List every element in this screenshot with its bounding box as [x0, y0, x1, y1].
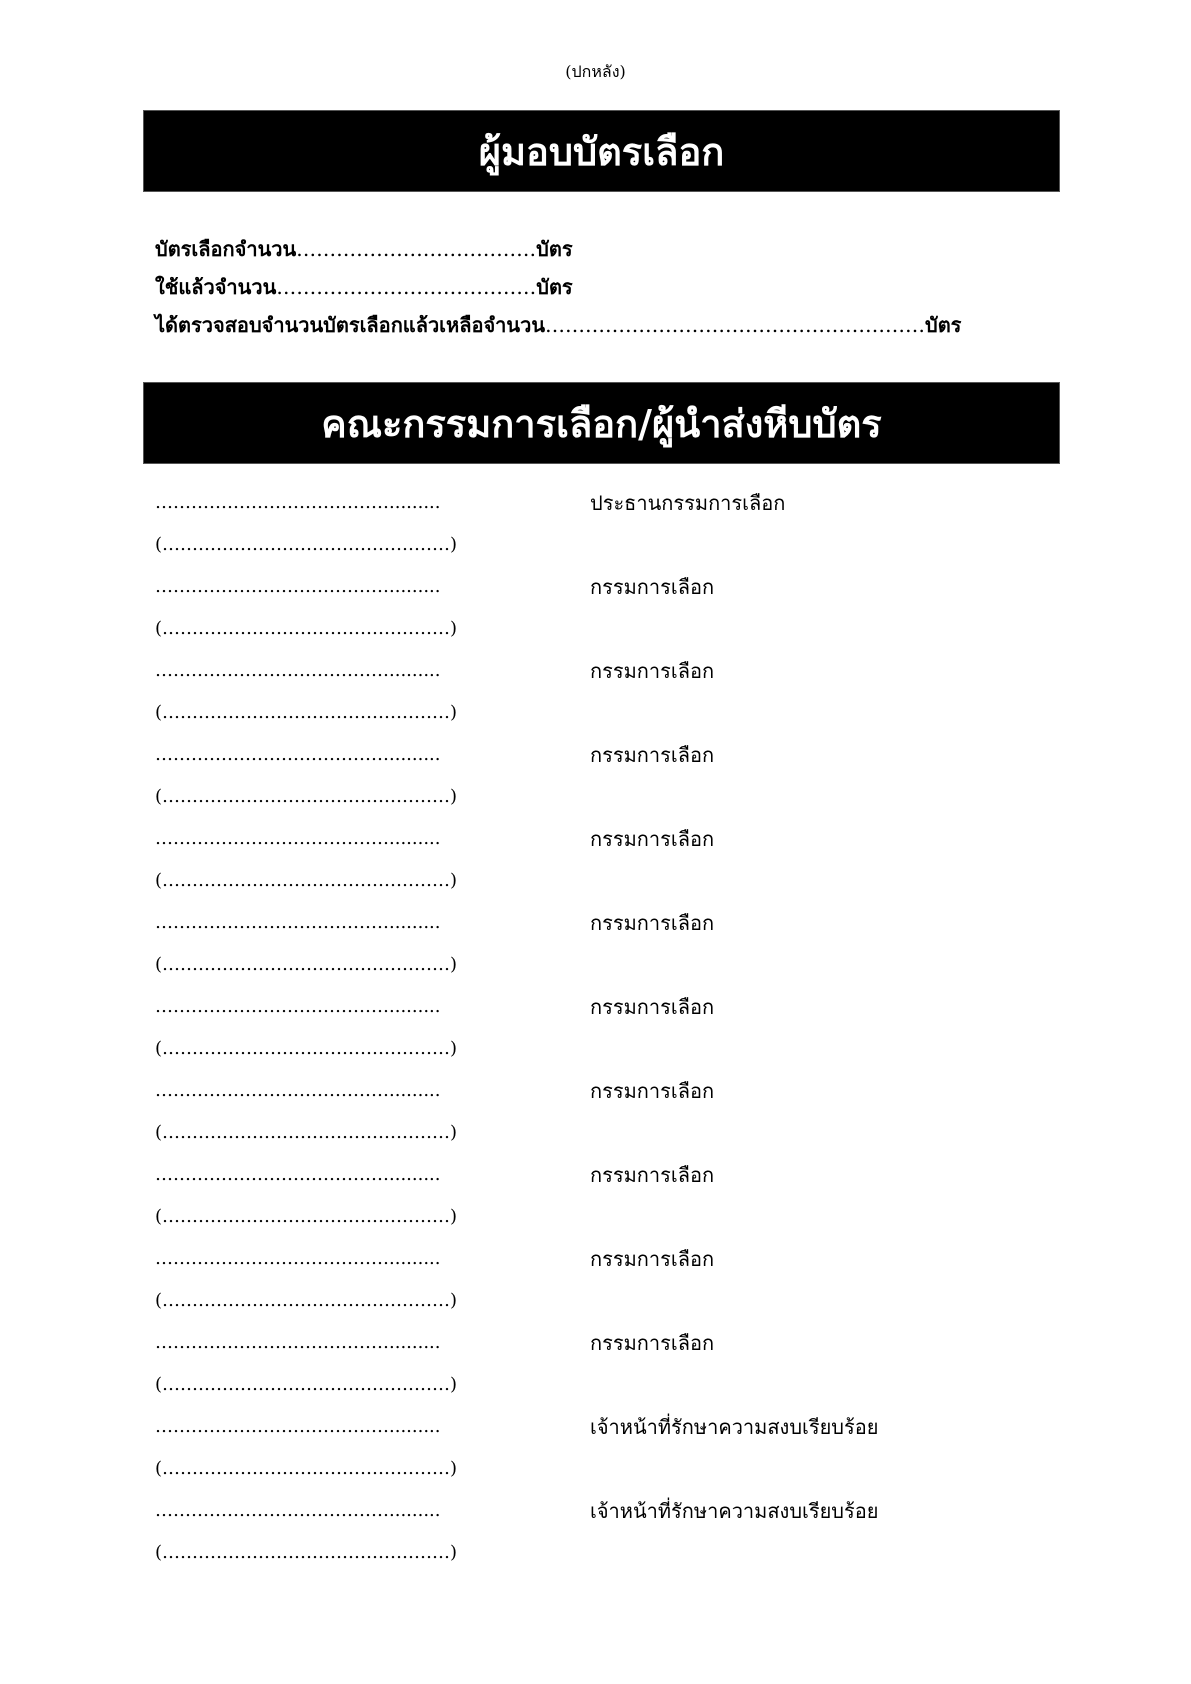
section-2-title: คณะกรรมการเลือก/ผู้นำส่งหีบบัตร [143, 382, 1060, 464]
signature-line[interactable]: …………………………………......... [155, 492, 441, 513]
signature-line[interactable]: …………………………………......... [155, 996, 441, 1017]
name-line[interactable]: (…………………………………………) [155, 786, 458, 807]
member-role: กรรมการเลือก [590, 1079, 715, 1103]
committee-member [155, 737, 1055, 821]
committee-member [155, 989, 1055, 1073]
member-role: เจ้าหน้าที่รักษาความสงบเรียบร้อย [590, 1499, 879, 1523]
committee-member [155, 1157, 1055, 1241]
member-role: กรรมการเลือก [590, 1163, 715, 1187]
name-line[interactable]: (…………………………………………) [155, 1290, 458, 1311]
member-role: ประธานกรรมการเลือก [590, 491, 786, 515]
name-line[interactable]: (…………………………………………) [155, 534, 458, 555]
count-line-unit: บัตร [925, 313, 962, 337]
section-1-title: ผู้มอบบัตรเลือก [143, 110, 1060, 192]
member-role: กรรมการเลือก [590, 659, 715, 683]
name-line[interactable]: (…………………………………………) [155, 870, 458, 891]
member-role: กรรมการเลือก [590, 1247, 715, 1271]
count-line-total [155, 230, 1055, 268]
signature-line[interactable]: …………………………………......... [155, 1416, 441, 1437]
count-line-remaining [155, 306, 1055, 344]
count-line-label: ได้ตรวจสอบจำนวนบัตรเลือกแล้วเหลือจำนวน [155, 313, 545, 337]
name-line[interactable]: (…………………………………………) [155, 1122, 458, 1143]
count-line-used [155, 268, 1055, 306]
count-line-dots[interactable]: ………………………………… [276, 275, 537, 299]
signature-line[interactable]: …………………………………......... [155, 744, 441, 765]
name-line[interactable]: (…………………………………………) [155, 1542, 458, 1563]
member-role: กรรมการเลือก [590, 995, 715, 1019]
committee-member [155, 1325, 1055, 1409]
name-line[interactable]: (…………………………………………) [155, 1206, 458, 1227]
committee-member [155, 821, 1055, 905]
count-line-dots[interactable]: ……………………………… [296, 237, 537, 261]
member-role: กรรมการเลือก [590, 1331, 715, 1355]
committee-member [155, 1493, 1055, 1577]
member-role: เจ้าหน้าที่รักษาความสงบเรียบร้อย [590, 1415, 879, 1439]
signature-line[interactable]: …………………………………......... [155, 828, 441, 849]
committee-member [155, 1241, 1055, 1325]
signature-line[interactable]: …………………………………......... [155, 1080, 441, 1101]
committee-member [155, 653, 1055, 737]
name-line[interactable]: (…………………………………………) [155, 1374, 458, 1395]
committee-member [155, 485, 1055, 569]
committee-member [155, 569, 1055, 653]
count-line-label: ใช้แล้วจำนวน [155, 275, 277, 299]
signature-line[interactable]: …………………………………......... [155, 576, 441, 597]
page-label: (ปกหลัง) [565, 62, 626, 81]
signature-line[interactable]: …………………………………......... [155, 660, 441, 681]
name-line[interactable]: (…………………………………………) [155, 618, 458, 639]
count-line-dots[interactable]: ………………………………………………… [545, 313, 925, 337]
committee-list [155, 485, 1055, 1577]
member-role: กรรมการเลือก [590, 911, 715, 935]
ballot-count-section [155, 230, 1055, 344]
name-line[interactable]: (…………………………………………) [155, 702, 458, 723]
committee-member [155, 1409, 1055, 1493]
signature-line[interactable]: …………………………………......... [155, 1164, 441, 1185]
signature-line[interactable]: …………………………………......... [155, 912, 441, 933]
member-role: กรรมการเลือก [590, 827, 715, 851]
count-line-unit: บัตร [536, 237, 573, 261]
committee-member [155, 905, 1055, 989]
committee-member [155, 1073, 1055, 1157]
member-role: กรรมการเลือก [590, 575, 715, 599]
name-line[interactable]: (…………………………………………) [155, 1038, 458, 1059]
member-role: กรรมการเลือก [590, 743, 715, 767]
count-line-unit: บัตร [536, 275, 573, 299]
name-line[interactable]: (…………………………………………) [155, 1458, 458, 1479]
signature-line[interactable]: …………………………………......... [155, 1332, 441, 1353]
name-line[interactable]: (…………………………………………) [155, 954, 458, 975]
count-line-label: บัตรเลือกจำนวน [155, 237, 297, 261]
signature-line[interactable]: …………………………………......... [155, 1248, 441, 1269]
signature-line[interactable]: …………………………………......... [155, 1500, 441, 1521]
